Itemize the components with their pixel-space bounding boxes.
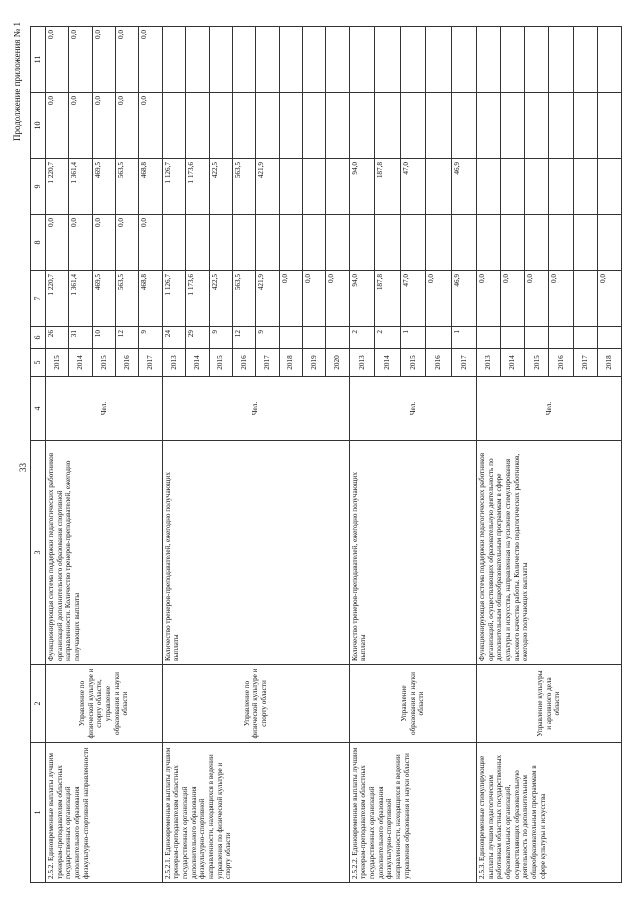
other-cell (209, 27, 232, 93)
regional-cell (326, 159, 349, 215)
quantity-cell: 2 (349, 327, 374, 349)
quantity-cell: 2 (375, 327, 400, 349)
local-cell (232, 93, 255, 159)
federal-cell (375, 215, 400, 271)
total-cell: 0,0 (549, 271, 573, 327)
quantity-cell (573, 327, 597, 349)
total-cell: 421,9 (256, 271, 279, 327)
quantity-cell: 29 (186, 327, 209, 349)
header-row (31, 27, 46, 883)
federal-cell (326, 215, 349, 271)
local-cell (451, 93, 477, 159)
appendix-note: Продолжение приложения № 1 (12, 22, 22, 142)
total-cell: 187,8 (375, 271, 400, 327)
other-cell: 0,0 (116, 27, 139, 93)
federal-cell: 0,0 (116, 215, 139, 271)
quantity-cell: 12 (116, 327, 139, 349)
total-cell: 0,0 (597, 271, 621, 327)
other-cell (302, 27, 325, 93)
responsible-cell: Управление по физической культуре и спорту области (162, 665, 349, 743)
other-cell: 0,0 (69, 27, 92, 93)
total-cell: 1 220,7 (46, 271, 69, 327)
federal-cell (573, 215, 597, 271)
other-cell (597, 27, 621, 93)
year-cell: 2016 (116, 349, 139, 377)
regional-cell (279, 159, 302, 215)
federal-cell (162, 215, 185, 271)
local-cell: 0,0 (46, 93, 69, 159)
federal-cell: 0,0 (69, 215, 92, 271)
table-row (162, 27, 185, 883)
local-cell (525, 93, 549, 159)
local-cell (549, 93, 573, 159)
program-item-cell: 2.5.2.1. Единовременные выплаты лучшим тренерам-преподавателям областных государственных организаций дополнительного образования физкультурно-спортивной направленности, находящихся в ведении управления по физической культуре и спорту области (162, 743, 349, 883)
regional-cell (573, 159, 597, 215)
total-cell: 1 361,4 (69, 271, 92, 327)
year-cell: 2018 (597, 349, 621, 377)
quantity-cell (501, 327, 525, 349)
total-cell: 0,0 (477, 271, 501, 327)
header-cell: 9 (31, 159, 46, 215)
other-cell (451, 27, 477, 93)
total-cell: 47,0 (400, 271, 425, 327)
year-cell: 2015 (92, 349, 115, 377)
regional-cell (501, 159, 525, 215)
other-cell (525, 27, 549, 93)
year-cell: 2015 (46, 349, 69, 377)
header-cell: 6 (31, 327, 46, 349)
total-cell: 563,5 (232, 271, 255, 327)
year-cell: 2014 (186, 349, 209, 377)
total-cell: 0,0 (302, 271, 325, 327)
regional-cell (426, 159, 451, 215)
federal-cell: 0,0 (92, 215, 115, 271)
federal-cell (477, 215, 501, 271)
regional-cell (477, 159, 501, 215)
year-cell: 2014 (69, 349, 92, 377)
other-cell (477, 27, 501, 93)
total-cell: 94,0 (349, 271, 374, 327)
regional-cell: 94,0 (349, 159, 374, 215)
local-cell: 0,0 (139, 93, 162, 159)
total-cell: 1 173,6 (186, 271, 209, 327)
quantity-cell (549, 327, 573, 349)
regional-cell: 1 126,7 (162, 159, 185, 215)
total-cell: 46,9 (451, 271, 477, 327)
federal-cell (597, 215, 621, 271)
quantity-cell (426, 327, 451, 349)
federal-cell (209, 215, 232, 271)
indicator-cell: Функционирующая система поддержки педагогических работников организаций, осуществляющих образовательную деятельность по дополнительным общеобразовательным программам в сфере культуры и искусства, направленная на усиление стимулирования высокого качества работы. Количество педагогических работников, ежегодно получающих выплаты (477, 441, 622, 665)
unit-cell: Чел. (46, 377, 163, 441)
federal-cell (186, 215, 209, 271)
year-cell: 2017 (139, 349, 162, 377)
quantity-cell (279, 327, 302, 349)
total-cell: 1 126,7 (162, 271, 185, 327)
regional-cell: 46,9 (451, 159, 477, 215)
local-cell (209, 93, 232, 159)
year-cell: 2017 (451, 349, 477, 377)
federal-cell (302, 215, 325, 271)
other-cell (400, 27, 425, 93)
year-cell: 2013 (477, 349, 501, 377)
other-cell (501, 27, 525, 93)
quantity-cell (302, 327, 325, 349)
local-cell: 0,0 (69, 93, 92, 159)
header-cell: 7 (31, 271, 46, 327)
regional-cell (597, 159, 621, 215)
quantity-cell: 9 (139, 327, 162, 349)
total-cell (573, 271, 597, 327)
other-cell (349, 27, 374, 93)
table-row (477, 27, 501, 883)
total-cell: 0,0 (426, 271, 451, 327)
quantity-cell: 31 (69, 327, 92, 349)
table-body (31, 27, 622, 883)
header-cell: 1 (31, 743, 46, 883)
local-cell (501, 93, 525, 159)
local-cell (302, 93, 325, 159)
total-cell: 0,0 (501, 271, 525, 327)
regional-cell: 563,5 (116, 159, 139, 215)
local-cell (349, 93, 374, 159)
indicator-cell: Функционирующая система поддержки педагогических работников организаций дополнительного образования спортивной направленности. Количество тренеров-преподавателей, ежегодно получающих выплаты (46, 441, 163, 665)
header-cell: 10 (31, 93, 46, 159)
unit-cell: Чел. (162, 377, 349, 441)
total-cell: 0,0 (525, 271, 549, 327)
regional-cell: 563,5 (232, 159, 255, 215)
quantity-cell: 26 (46, 327, 69, 349)
local-cell (186, 93, 209, 159)
page-number: 33 (18, 463, 28, 472)
program-item-cell: 2.5.2. Единовременные выплаты лучшим тренерам-преподавателям областных государственных организаций дополнительного образования физкультурно-спортивной направленности (46, 743, 163, 883)
other-cell (186, 27, 209, 93)
federal-cell (451, 215, 477, 271)
regional-cell: 187,8 (375, 159, 400, 215)
federal-cell: 0,0 (139, 215, 162, 271)
year-cell: 2016 (232, 349, 255, 377)
quantity-cell: 24 (162, 327, 185, 349)
federal-cell (400, 215, 425, 271)
other-cell: 0,0 (46, 27, 69, 93)
total-cell: 468,8 (139, 271, 162, 327)
federal-cell: 0,0 (46, 215, 69, 271)
header-cell: 4 (31, 377, 46, 441)
year-cell: 2017 (573, 349, 597, 377)
year-cell: 2015 (209, 349, 232, 377)
total-cell: 0,0 (279, 271, 302, 327)
program-item-cell: 2.5.3. Единовременные стимулирующие выплаты лучшим педагогическим работникам областных государственных образовательных организаций, осуществляющих образовательную деятельность по дополнительным общеобразовательным программам в сфере культуры и искусства (477, 743, 622, 883)
other-cell (162, 27, 185, 93)
year-cell: 2016 (426, 349, 451, 377)
other-cell (573, 27, 597, 93)
local-cell (279, 93, 302, 159)
local-cell: 0,0 (116, 93, 139, 159)
other-cell (326, 27, 349, 93)
year-cell: 2015 (525, 349, 549, 377)
federal-cell (501, 215, 525, 271)
local-cell (400, 93, 425, 159)
year-cell: 2014 (501, 349, 525, 377)
regional-cell (525, 159, 549, 215)
responsible-cell: Управление образования и науки области (349, 665, 476, 743)
quantity-cell (525, 327, 549, 349)
regional-cell (549, 159, 573, 215)
other-cell (279, 27, 302, 93)
indicator-cell: Количество тренеров-преподавателей, ежегодно получающих выплаты (162, 441, 349, 665)
header-cell: 8 (31, 215, 46, 271)
program-item-cell: 2.5.2.2. Единовременные выплаты лучшим тренерам-преподавателям областных государственных организаций дополнительного образования физкультурно-спортивной направленности, находящихся в ведении управления образования и науки области (349, 743, 476, 883)
unit-cell: Чел. (477, 377, 622, 441)
year-cell: 2014 (375, 349, 400, 377)
federal-cell (279, 215, 302, 271)
quantity-cell: 10 (92, 327, 115, 349)
header-cell: 11 (31, 27, 46, 93)
federal-cell (232, 215, 255, 271)
header-cell: 5 (31, 349, 46, 377)
unit-cell: Чел. (349, 377, 476, 441)
responsible-cell: Управление культуры и архивного дела области (477, 665, 622, 743)
other-cell (256, 27, 279, 93)
year-cell: 2013 (162, 349, 185, 377)
other-cell: 0,0 (139, 27, 162, 93)
regional-cell: 468,8 (139, 159, 162, 215)
federal-cell (426, 215, 451, 271)
local-cell (573, 93, 597, 159)
indicator-cell: Количество тренеров-преподавателей, ежегодно получающих выплаты (349, 441, 476, 665)
quantity-cell: 9 (256, 327, 279, 349)
other-cell (426, 27, 451, 93)
header-cell: 3 (31, 441, 46, 665)
federal-cell (525, 215, 549, 271)
quantity-cell (597, 327, 621, 349)
program-table (30, 26, 622, 883)
responsible-cell: Управление по физической культуре и спорту области, управление образования и науки области (46, 665, 163, 743)
regional-cell (302, 159, 325, 215)
year-cell: 2015 (400, 349, 425, 377)
quantity-cell: 1 (451, 327, 477, 349)
local-cell (326, 93, 349, 159)
local-cell (597, 93, 621, 159)
table-row (349, 27, 374, 883)
local-cell (477, 93, 501, 159)
year-cell: 2019 (302, 349, 325, 377)
local-cell (256, 93, 279, 159)
quantity-cell (477, 327, 501, 349)
federal-cell (549, 215, 573, 271)
total-cell: 422,5 (209, 271, 232, 327)
regional-cell: 422,5 (209, 159, 232, 215)
regional-cell: 469,5 (92, 159, 115, 215)
federal-cell (349, 215, 374, 271)
other-cell: 0,0 (92, 27, 115, 93)
federal-cell (256, 215, 279, 271)
quantity-cell: 1 (400, 327, 425, 349)
local-cell: 0,0 (92, 93, 115, 159)
header-cell: 2 (31, 665, 46, 743)
year-cell: 2020 (326, 349, 349, 377)
local-cell (375, 93, 400, 159)
table-row (46, 27, 69, 883)
regional-cell: 1 173,6 (186, 159, 209, 215)
regional-cell: 1 361,4 (69, 159, 92, 215)
quantity-cell: 12 (232, 327, 255, 349)
quantity-cell: 9 (209, 327, 232, 349)
local-cell (426, 93, 451, 159)
other-cell (549, 27, 573, 93)
regional-cell: 1 220,7 (46, 159, 69, 215)
year-cell: 2016 (549, 349, 573, 377)
regional-cell: 47,0 (400, 159, 425, 215)
total-cell: 563,5 (116, 271, 139, 327)
total-cell: 0,0 (326, 271, 349, 327)
quantity-cell (326, 327, 349, 349)
total-cell: 469,5 (92, 271, 115, 327)
year-cell: 2013 (349, 349, 374, 377)
other-cell (375, 27, 400, 93)
year-cell: 2018 (279, 349, 302, 377)
local-cell (162, 93, 185, 159)
other-cell (232, 27, 255, 93)
year-cell: 2017 (256, 349, 279, 377)
regional-cell: 421,9 (256, 159, 279, 215)
